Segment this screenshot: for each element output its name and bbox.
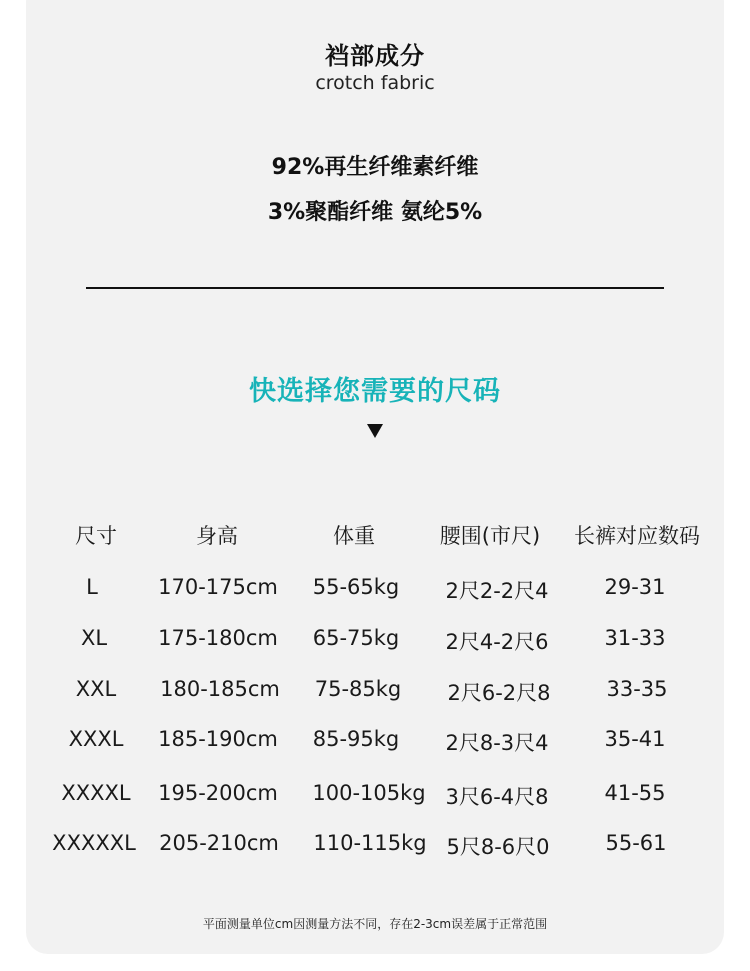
table-cell-waist: 3尺6-4尺8 — [445, 785, 549, 809]
table-cell-height: 195-200cm — [158, 781, 278, 805]
table-cell-waist: 2尺6-2尺8 — [447, 681, 551, 705]
table-cell-pants-size: 35-41 — [604, 727, 666, 751]
table-cell-height: 185-190cm — [158, 727, 278, 751]
table-header-height: 身高 — [196, 524, 238, 548]
table-cell-pants-size: 29-31 — [604, 575, 666, 599]
crotch-title: 裆部成分 — [325, 42, 425, 70]
table-header-weight: 体重 — [333, 524, 375, 548]
table-cell-waist: 5尺8-6尺0 — [446, 835, 550, 859]
table-cell-weight: 55-65kg — [312, 575, 400, 599]
composition-line-2: 3%聚酯纤维 氨纶5% — [267, 200, 483, 225]
table-cell-weight: 100-105kg — [312, 781, 426, 805]
table-cell-height: 170-175cm — [158, 575, 278, 599]
table-cell-size: XXXL — [68, 727, 124, 751]
table-cell-pants-size: 33-35 — [606, 677, 668, 701]
table-header-waist: 腰围(市尺) — [439, 524, 541, 548]
table-cell-waist: 2尺8-3尺4 — [445, 731, 549, 755]
table-cell-weight: 65-75kg — [312, 626, 400, 650]
table-cell-height: 205-210cm — [159, 831, 279, 855]
size-heading: 快选择您需要的尺码 — [249, 376, 501, 407]
table-cell-size: XL — [80, 626, 108, 650]
table-cell-weight: 75-85kg — [314, 677, 402, 701]
composition-line-1: 92%再生纤维素纤维 — [271, 155, 479, 180]
table-header-pants-size: 长裤对应数码 — [574, 524, 700, 548]
down-arrow-icon — [367, 424, 383, 438]
table-cell-weight: 85-95kg — [312, 727, 400, 751]
crotch-subtitle: crotch fabric — [315, 72, 435, 94]
table-cell-height: 175-180cm — [158, 626, 278, 650]
section-divider — [86, 287, 664, 289]
table-cell-weight: 110-115kg — [313, 831, 427, 855]
table-cell-waist: 2尺2-2尺4 — [445, 579, 549, 603]
table-header-size: 尺寸 — [75, 524, 117, 548]
table-cell-pants-size: 55-61 — [605, 831, 667, 855]
table-cell-size: XXXXL — [61, 781, 131, 805]
measurement-footnote: 平面测量单位cm因测量方法不同，存在2-3cm误差属于正常范围 — [202, 917, 548, 931]
content-card — [26, 0, 724, 954]
table-cell-size: L — [86, 575, 98, 599]
table-cell-pants-size: 41-55 — [604, 781, 666, 805]
table-cell-waist: 2尺4-2尺6 — [445, 630, 549, 654]
table-cell-pants-size: 31-33 — [604, 626, 666, 650]
table-cell-height: 180-185cm — [160, 677, 280, 701]
table-cell-size: XXL — [75, 677, 117, 701]
table-cell-size: XXXXXL — [52, 831, 136, 855]
